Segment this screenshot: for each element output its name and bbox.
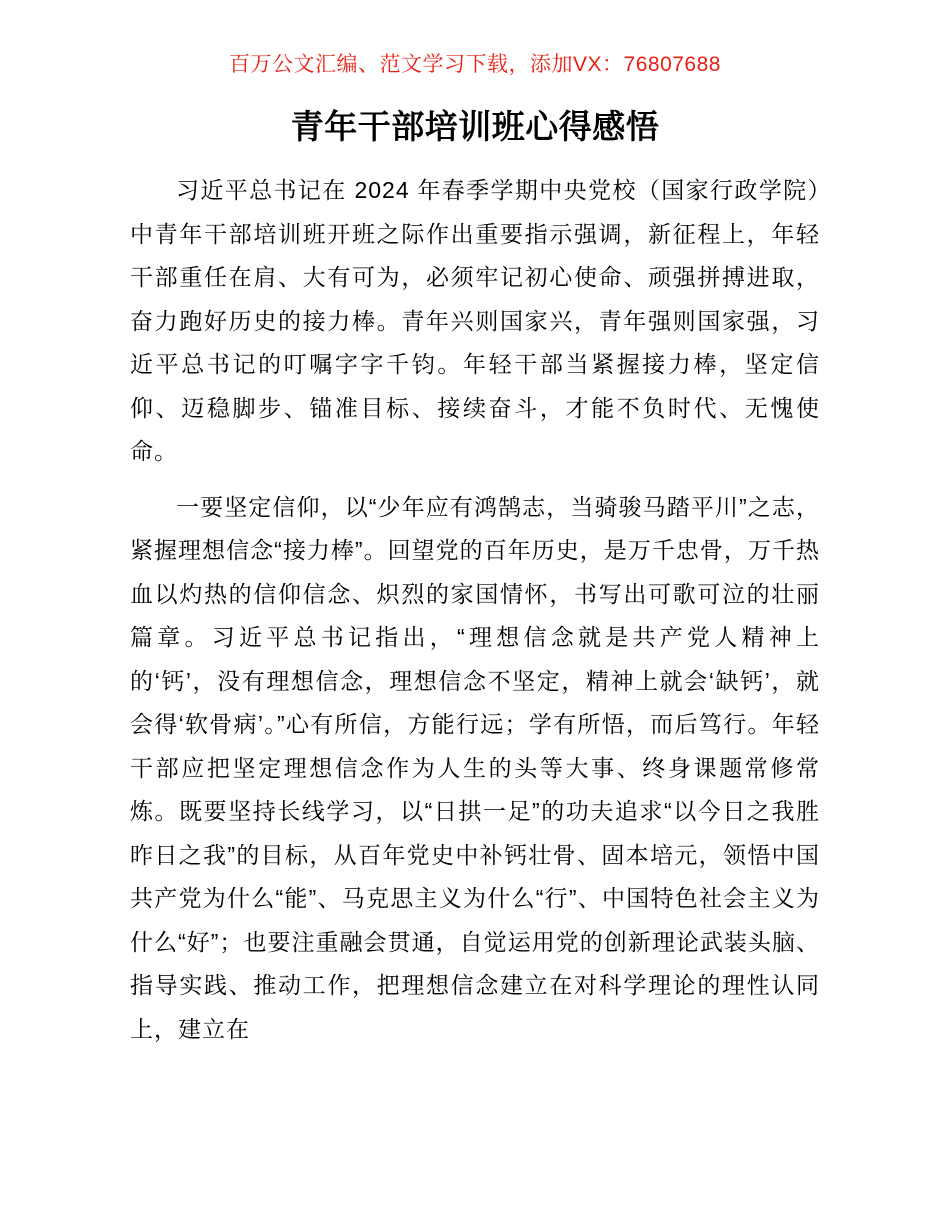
paragraph-body-1: 一要坚定信仰，以“少年应有鸿鹄志，当骑骏马踏平川”之志，紧握理想信念“接力棒”。回望党的百年历史，是万千忠骨，万千热血以灼热的信仰信念、炽烈的家国情怀，书写出可歌可泣的壮丽篇章。习近平总书记指出，“理想信念就是共产党人精神上的‘钙’，没有理想信念，理想信念不坚定，精神上就会‘缺钙’，就会得‘软骨病’。”心有所信，方能行远；学有所悟，而后笃行。年轻干部应把坚定理想信念作为人生的头等大事、终身课题常修常炼。既要坚持长线学习，以“日拱一足”的功夫追求“以今日之我胜昨日之我”的目标，从百年党史中补钙壮骨、固本培元，领悟中国共产党为什么“能”、马克思主义为什么“行”、中国特色社会主义为什么“好”；也要注重融会贯通，自觉运用党的创新理论武装头脑、指导实践、推动工作，把理想信念建立在对科学理论的理性认同上，建立在	[130, 493, 820, 1042]
paragraph-intro: 习近平总书记在 2024 年春季学期中央党校（国家行政学院）中青年干部培训班开班之际作出重要指示强调，新征程上，年轻干部重任在肩、大有可为，必须牢记初心使命、顽强拼搏进取，奋力跑好历史的接力棒。青年兴则国家兴，青年强则国家强，习近平总书记的叮嘱字字千钧。年轻干部当紧握接力棒，坚定信仰、迈稳脚步、锚准目标、接续奋斗，才能不负时代、无愧使命。	[130, 177, 820, 464]
document-title: 青年干部培训班心得感悟	[290, 108, 660, 145]
promo-note: 百万公文汇编、范文学习下载，添加VX：76807688	[229, 53, 721, 76]
